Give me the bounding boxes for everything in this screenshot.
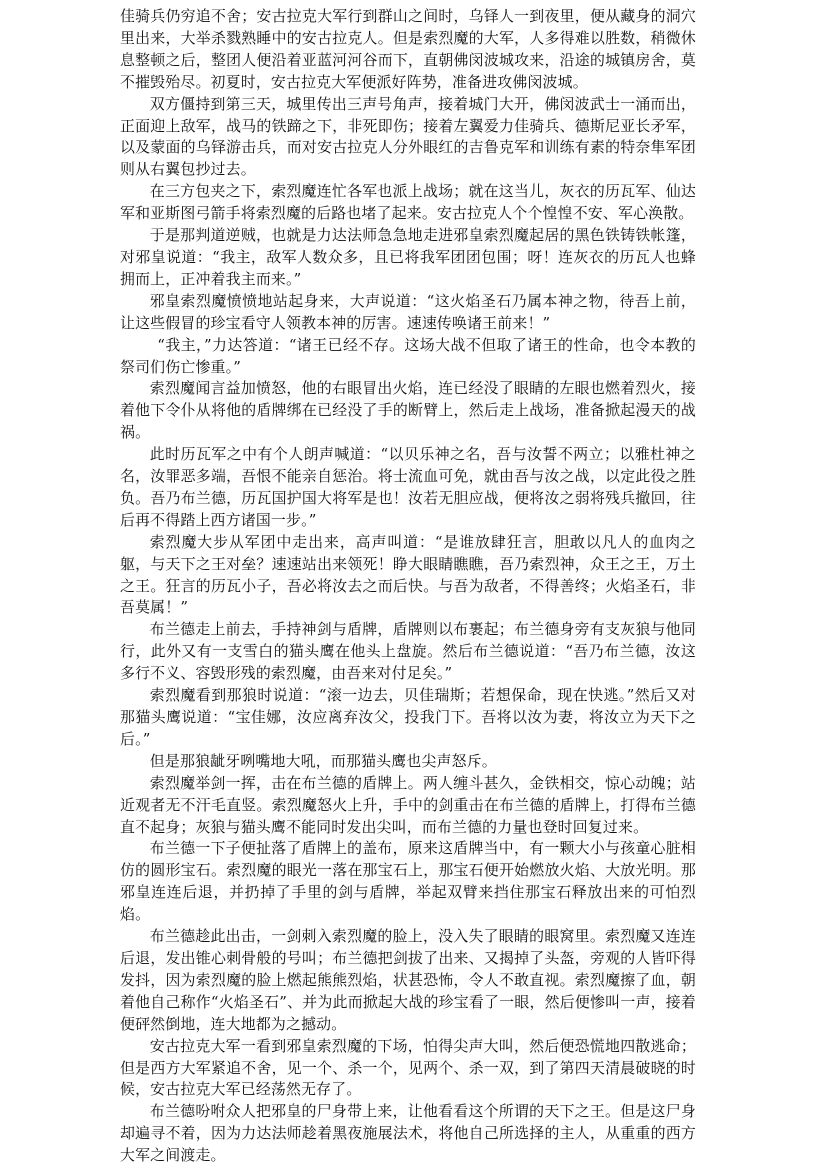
paragraph: 但是那狼龇牙咧嘴地大吼，而那猫头鹰也尖声怒斥。 bbox=[149, 751, 497, 770]
paragraph: 索烈魔闻言益加愤怒，他的右眼冒出火焰，连已经没了眼睛的左眼也燃着烈火，接着他下令仆从将他的盾牌绑在已经没了手的断臂上，然后走上战场，准备掀起漫天的战祸。 bbox=[120, 379, 696, 442]
paragraph: 布兰德一下子便扯落了盾牌上的盖布，原来这盾牌当中，有一颗大小与孩童心脏相仿的圆形宝石。索烈魔的眼光一落在那宝石上，那宝石便开始燃放火焰、大放光明。那邪皇连连后退，并扔掉了手里的剑与盾牌，举起双臂来挡住那宝石释放出来的可怕烈焰。 bbox=[120, 839, 696, 924]
paragraph: 于是那判道逆贼，也就是力达法师急急地走进邪皇索烈魔起居的黑色铁铸铁帐篷，对邪皇说道：“我主，敌军人数众多，且已将我军团团包围；呀！连灰衣的历瓦人也蜂拥而上，正冲着我主而来。” bbox=[120, 226, 696, 288]
paragraph: 布兰德趁此出击，一剑刺入索烈魔的脸上，没入失了眼睛的眼窝里。索烈魔又连连后退，发出锥心刺骨般的号叫；布兰德把剑拔了出来、又揭掉了头盔，旁观的人皆吓得发抖，因为索烈魔的脸上燃起熊熊烈焰，状甚恐怖，令人不敢直视。索烈魔擦了血，朝着他自己称作“火焰圣石”、并为此而掀起大战的珍宝看了一眼，然后便惨叫一声，接着便砰然倒地，连大地都为之撼动。 bbox=[120, 927, 696, 1033]
paragraph: 双方僵持到第三天，城里传出三声号角声，接着城门大开，佛闵波武士一涌而出，正面迎上敌军，战马的铁蹄之下，非死即伤；接着左翼爱力佳骑兵、德斯尼亚长矛军，以及蒙面的乌铎游击兵，而对安古拉克人分外眼红的吉鲁克军和训练有素的特奈隼军团则从右翼包抄过去。 bbox=[120, 94, 696, 179]
document-page bbox=[120, 6, 696, 1167]
paragraph: 索烈魔看到那狼时说道：“滚一边去，贝佳瑞斯；若想保命，现在快逃。”然后又对那猫头鹰说道：“宝佳娜，汝应离弃汝父，投我门下。吾将以汝为妻，将汝立为天下之后。” bbox=[120, 686, 696, 748]
paragraph: 佳骑兵仍穷追不舍；安古拉克大军行到群山之间时，乌铎人一到夜里，便从藏身的洞穴里出来，大举杀戮熟睡中的安古拉克人。但是索烈魔的大军，人多得难以胜数，稍微休息整顿之后，整团人便沿着亚蓝河河谷而下，直朝佛闵波城攻来，沿途的城镇房舍，莫不摧毁殆尽。初夏时，安古拉克大军便派好阵势，准备进攻佛闵波城。 bbox=[120, 7, 696, 91]
paragraph: 安古拉克大军一看到邪皇索烈魔的下场，怕得尖声大叫，然后便恐慌地四散逃命；但是西方大军紧追不舍，见一个、杀一个，见两个、杀一双，到了第四天清晨破晓的时候，安古拉克大军已经荡然无存了。 bbox=[120, 1036, 696, 1099]
paragraph: 邪皇索烈魔愤愤地站起身来，大声说道：“这火焰圣石乃属本神之物，待吾上前，让这些假冒的珍宝看守人领教本神的厉害。速速传唤诸王前来！” bbox=[120, 291, 696, 332]
paragraph: 索烈魔大步从军团中走出来，高声叫道：“是谁放肆狂言，胆敢以凡人的血肉之躯，与天下之王对垒？速速站出来领死！睁大眼睛瞧瞧，吾乃索烈神，众王之王，万土之王。狂言的历瓦小子，吾必将汝去之而后快。与吾为敌者，不得善终；火焰圣石，非吾莫属！” bbox=[120, 532, 696, 617]
paragraph: 布兰德走上前去，手持神剑与盾牌，盾牌则以布裹起；布兰德身旁有支灰狼与他同行，此外又有一支雪白的猫头鹰在他头上盘旋。然后布兰德说道：“吾乃布兰德，汝这多行不义、容毁形残的索烈魔，由吾来对付足矣。” bbox=[120, 620, 696, 683]
paragraph: “我主，”力达答道：“诸王已经不存。这场大战不但取了诸王的性命，也令本教的祭司们伤亡惨重。” bbox=[120, 335, 696, 376]
paragraph: 布兰德吩咐众人把邪皇的尸身带上来，让他看看这个所谓的天下之王。但是这尸身却遍寻不着，因为力达法师趁着黑夜施展法术，将他自己所选择的主人，从重重的西方大军之间渡走。 bbox=[120, 1102, 696, 1165]
paragraph: 此时历瓦军之中有个人朗声喊道：“以贝乐神之名，吾与汝誓不两立；以雅杜神之名，汝罪恶多端，吾恨不能亲自惩治。将士流血可免，就由吾与汝之战，以定此役之胜负。吾乃布兰德，历瓦国护国大将军是也！汝若无胆应战，便将汝之弱将残兵撤回，往后再不得踏上西方诸国一步。” bbox=[120, 445, 696, 529]
paragraph: 在三方包夹之下，索烈魔连忙各军也派上战场；就在这当儿，灰衣的历瓦军、仙达军和亚斯图弓箭手将索烈魔的后路也堵了起来。安古拉克人个个惶惶不安、军心涣散。 bbox=[120, 182, 696, 223]
paragraph: 索烈魔举剑一挥，击在布兰德的盾牌上。两人缠斗甚久，金铁相交，惊心动魄；站近观者无不汗毛直竖。索烈魔怒火上升，手中的剑重击在布兰德的盾牌上，打得布兰德直不起身；灰狼与猫头鹰不能同时发出尖叫，而布兰德的力量也登时回复过来。 bbox=[120, 773, 696, 836]
